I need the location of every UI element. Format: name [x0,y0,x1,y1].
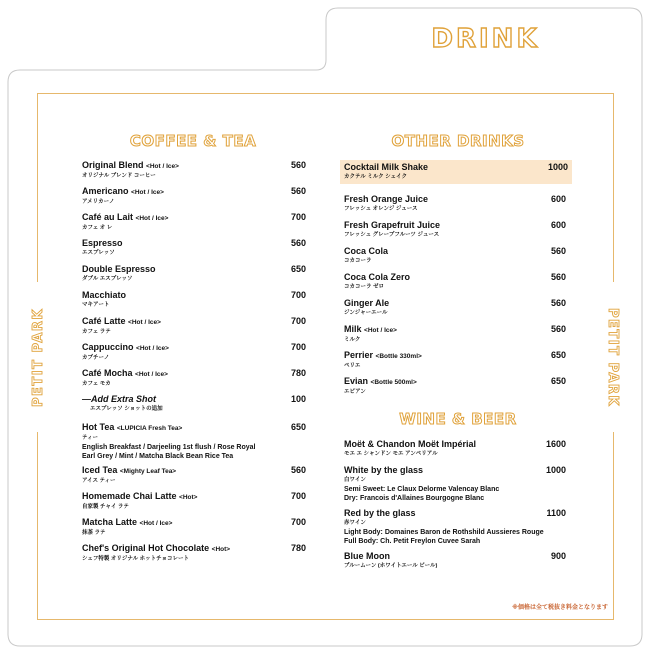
menu-item-cappuccino: Cappuccino <Hot / Ice> カプチーノ 700 [82,342,306,361]
menu-item-perrier: Perrier <Bottle 330ml> ペリエ 650 [344,350,566,369]
item-price: 560 [290,186,306,196]
menu-item-white-by-the-glass: White by the glass 白ワイン Semi Sweet: Le Claux Delorme Valencay Blanc Dry: Francois d'Allaines Bourgogne Blanc 1000 [344,465,566,502]
item-price: 700 [290,290,306,300]
item-price: 1100 [546,508,566,518]
item-price: 600 [550,220,566,230]
menu-item-cafe-latte: Café Latte <Hot / Ice> カフェ ラテ 700 [82,316,306,335]
item-price: 650 [290,264,306,274]
item-price: 560 [290,238,306,248]
item-price: 1000 [547,162,568,172]
side-label-right: PETIT PARK [598,282,626,432]
item-price: 1600 [545,439,566,449]
item-price: 560 [290,160,306,170]
item-price: 560 [550,324,566,334]
item-price: 650 [550,350,566,360]
tax-footnote: ※価格は全て税抜き料金となります [512,605,608,611]
item-price: 900 [550,551,566,561]
item-price: 1000 [545,465,566,475]
menu-item-blue-moon: Blue Moon ブルームーン (ホワイトエール ビール) 900 [344,551,566,569]
item-price: 650 [290,422,306,432]
item-price: 560 [290,465,306,475]
other-drinks-title: OTHER DRINKS [391,132,525,150]
menu-item-add-extra-shot: —Add Extra Shot エスプレッソ ショットの追加 100 [82,394,306,412]
side-label-left: PETIT PARK [24,282,52,432]
item-price: 100 [290,394,306,404]
menu-item-fresh-orange-juice: Fresh Orange Juice フレッシュ オレンジ ジュース 600 [344,194,566,212]
menu-item-red-by-the-glass: Red by the glass 赤ワイン Light Body: Domaines Baron de Rothshild Aussieres Rouge Full Body: Ch. Petit Freylon Cuvee Sarah 1100 [344,508,566,545]
item-price: 560 [550,272,566,282]
menu-item-coca-cola: Coca Cola コカコーラ 560 [344,246,566,264]
item-price: 700 [290,491,306,501]
menu-item-milk: Milk <Hot / Ice> ミルク 560 [344,324,566,343]
menu-item-iced-tea: Iced Tea <Mighty Leaf Tea> アイス ティー 560 [82,465,306,484]
menu-item-espresso: Espresso エスプレッソ 560 [82,238,306,256]
menu-item-cafe-mocha: Café Mocha <Hot / Ice> カフェ モカ 780 [82,368,306,387]
item-price: 700 [290,517,306,527]
menu-item-matcha-latte: Matcha Latte <Hot / Ice> 抹茶 ラテ 700 [82,517,306,536]
menu-item-moet-chandon: Moët & Chandon Moët Impérial モエ エ シャンドン モエ アンペリアル 1600 [344,439,566,457]
item-price: 700 [290,212,306,222]
menu-item-cafe-au-lait: Café au Lait <Hot / Ice> カフェ オ レ 700 [82,212,306,231]
menu-item-coca-cola-zero: Coca Cola Zero コカコーラ ゼロ 560 [344,272,566,290]
menu-item-hot-chocolate: Chef's Original Hot Chocolate <Hot> シェフ特製 オリジナル ホットチョコレート 780 [82,543,306,562]
item-price: 600 [550,194,566,204]
menu-item-homemade-chai-latte: Homemade Chai Latte <Hot> 自家製 チャイ ラテ 700 [82,491,306,510]
item-price: 700 [290,342,306,352]
item-price: 560 [550,298,566,308]
coffee-tea-title: COFFEE & TEA [129,132,257,150]
menu-item-hot-tea: Hot Tea <LUPICIA Fresh Tea> ティー English Breakfast / Darjeeling 1st flush / Rose Royal Earl Grey / Mint / Matcha Black Bean Rice Tea 650 [82,422,306,460]
menu-item-evian: Evian <Bottle 500ml> エビアン 650 [344,376,566,395]
wine-beer-title: WINE & BEER [399,410,517,428]
menu-item-americano: Americano <Hot / Ice> アメリカーノ 560 [82,186,306,205]
item-price: 780 [290,543,306,553]
item-price: 700 [290,316,306,326]
menu-title: DRINK [431,24,540,54]
menu-item-cocktail-milk-shake: Cocktail Milk Shake カクテル ミルク シェイク 1000 [340,160,572,184]
menu-item-ginger-ale: Ginger Ale ジンジャーエール 560 [344,298,566,316]
item-price: 780 [290,368,306,378]
menu-item-fresh-grapefruit-juice: Fresh Grapefruit Juice フレッシュ グレープフルーツ ジュース 600 [344,220,566,238]
item-price: 560 [550,246,566,256]
menu-item-double-espresso: Double Espresso ダブル エスプレッソ 650 [82,264,306,282]
menu-item-original-blend: Original Blend <Hot / Ice> オリジナル ブレンド コーヒー 560 [82,160,306,179]
menu-item-macchiato: Macchiato マキアート 700 [82,290,306,308]
item-price: 650 [550,376,566,386]
